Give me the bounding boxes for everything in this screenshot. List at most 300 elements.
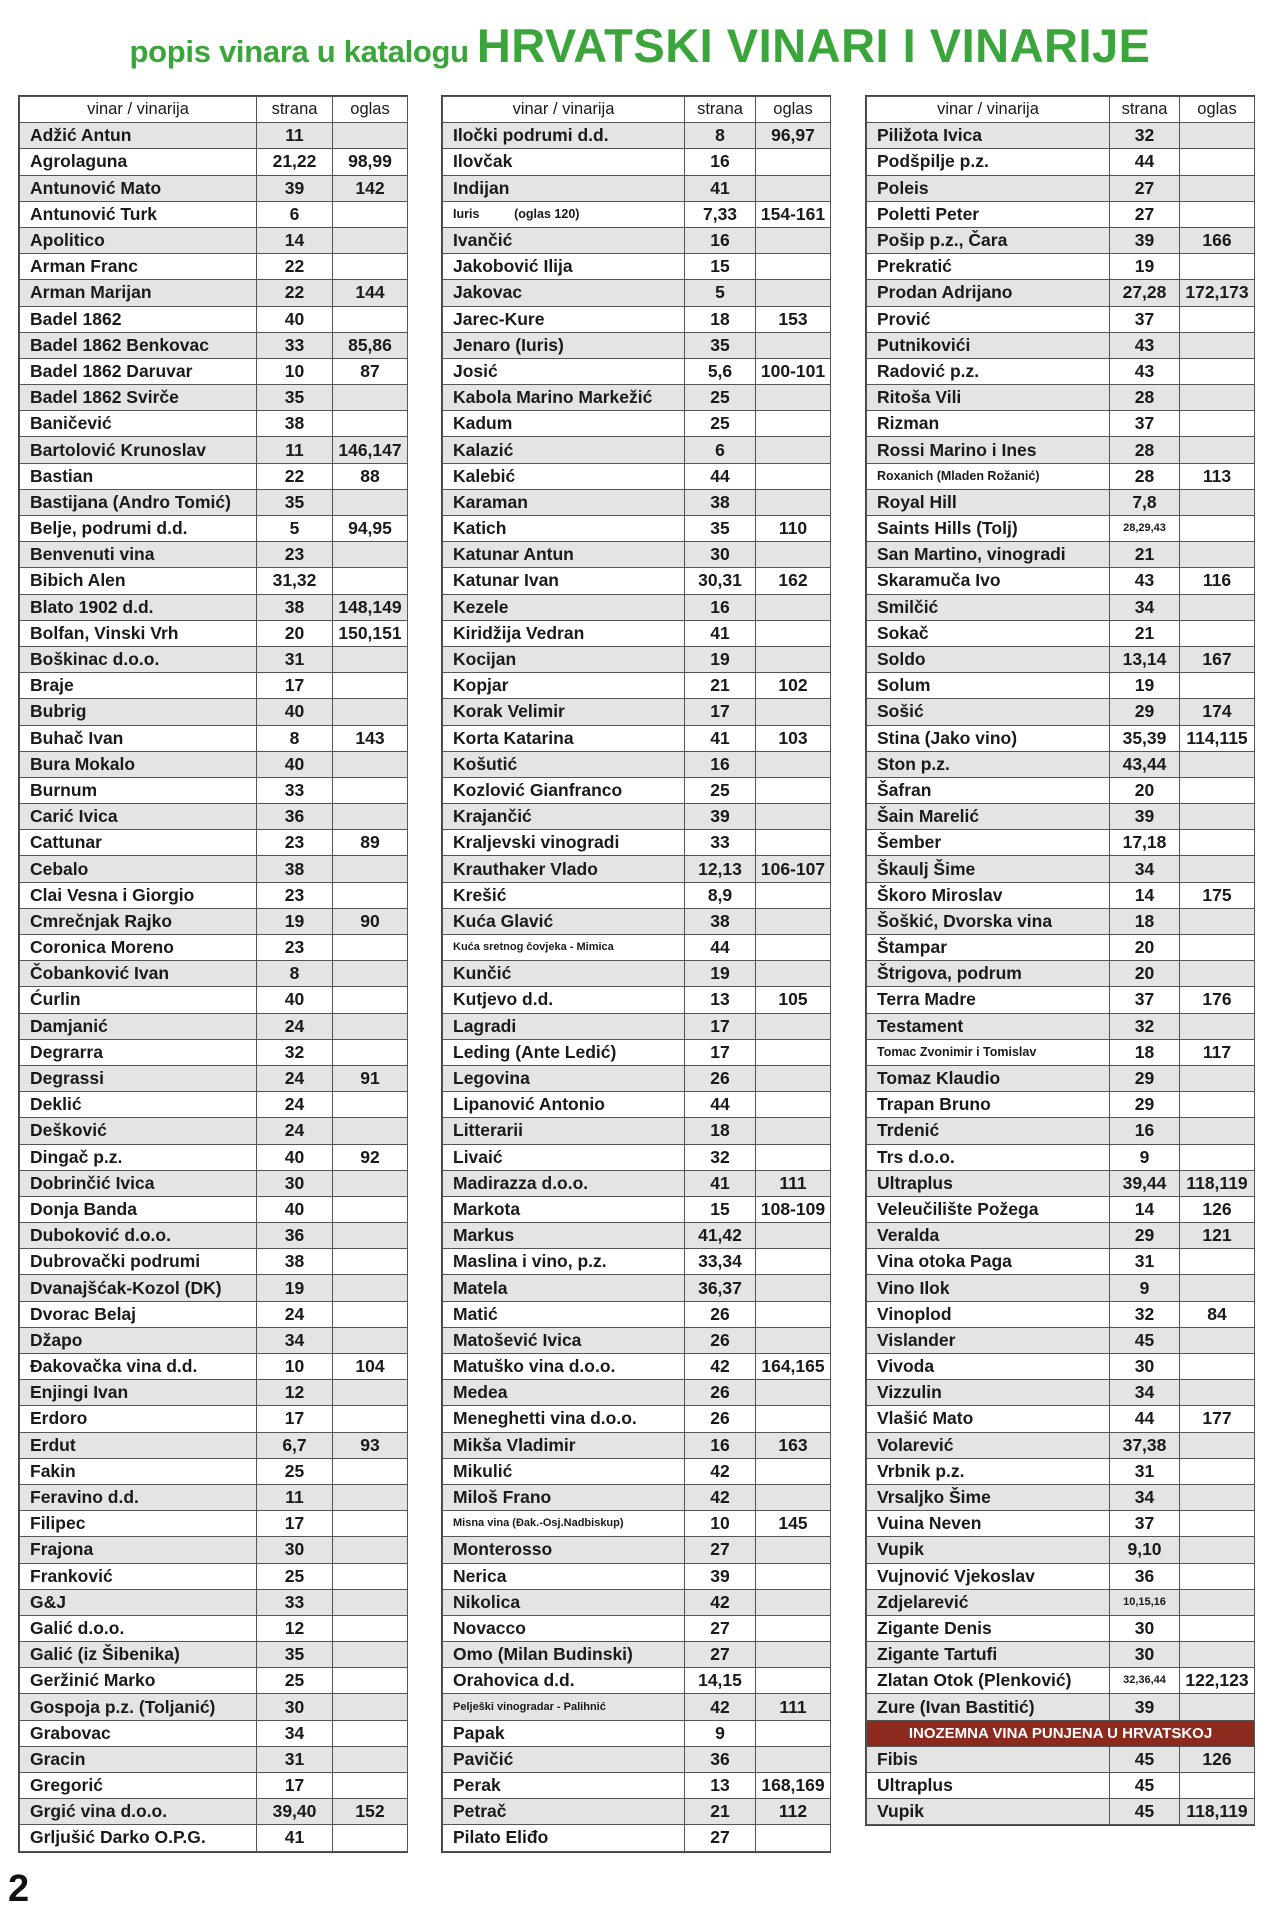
ad-ref: 118,119 <box>1180 1170 1255 1196</box>
winery-name: Cmrečnjak Rajko <box>20 908 257 934</box>
ad-ref <box>1180 1615 1255 1641</box>
table-row <box>20 1563 408 1589</box>
title-subtitle: popis vinara u katalogu <box>129 34 469 69</box>
page-ref: 31 <box>1110 1249 1180 1275</box>
ad-ref <box>333 1039 408 1065</box>
ad-ref: 162 <box>756 568 831 594</box>
ad-ref: 90 <box>333 908 408 934</box>
table-row <box>443 1484 831 1510</box>
winery-name: Antunović Mato <box>20 175 257 201</box>
winery-name: Coronica Moreno <box>20 935 257 961</box>
table-row <box>867 280 1255 306</box>
ad-ref <box>333 1092 408 1118</box>
page-ref: 29 <box>1110 1092 1180 1118</box>
ad-ref <box>1180 1589 1255 1615</box>
page-ref: 16 <box>685 149 756 175</box>
ad-ref <box>1180 1511 1255 1537</box>
page-ref: 13 <box>685 987 756 1013</box>
page-ref: 39,40 <box>257 1799 333 1825</box>
winery-name: Feravino d.d. <box>20 1484 257 1510</box>
table-row <box>20 1406 408 1432</box>
page-ref: 19 <box>1110 254 1180 280</box>
ad-ref <box>756 1537 831 1563</box>
winery-name: Saints Hills (Tolj) <box>867 516 1110 542</box>
ad-ref <box>333 935 408 961</box>
ad-ref: 87 <box>333 358 408 384</box>
ad-ref <box>1180 830 1255 856</box>
ad-ref <box>1180 332 1255 358</box>
table-row <box>867 1301 1255 1327</box>
page-ref: 36 <box>1110 1563 1180 1589</box>
table-row <box>20 123 408 149</box>
page-ref: 40 <box>257 306 333 332</box>
ad-ref <box>333 1773 408 1799</box>
table-row <box>443 542 831 568</box>
page-ref: 28 <box>1110 463 1180 489</box>
page-ref: 17 <box>685 1039 756 1065</box>
ad-ref: 113 <box>1180 463 1255 489</box>
table-row <box>443 175 831 201</box>
page-ref: 43,44 <box>1110 751 1180 777</box>
ad-ref <box>756 1249 831 1275</box>
ad-ref <box>333 123 408 149</box>
ad-ref <box>333 201 408 227</box>
winery-name: Galić d.o.o. <box>20 1615 257 1641</box>
page-ref: 30 <box>257 1170 333 1196</box>
header-page: strana <box>1110 97 1180 123</box>
ad-ref <box>756 751 831 777</box>
ad-ref <box>756 882 831 908</box>
page-ref: 26 <box>685 1380 756 1406</box>
table-row <box>443 1039 831 1065</box>
table-row <box>20 646 408 672</box>
ad-ref <box>756 830 831 856</box>
winery-name: Vuina Neven <box>867 1511 1110 1537</box>
page-ref: 32 <box>685 1144 756 1170</box>
ad-ref <box>333 385 408 411</box>
table-row <box>443 1720 831 1746</box>
page-ref: 38 <box>257 411 333 437</box>
page-ref: 18 <box>685 1118 756 1144</box>
winery-name: Tomac Zvonimir i Tomislav <box>867 1039 1110 1065</box>
ad-ref: 102 <box>756 673 831 699</box>
table-row <box>867 542 1255 568</box>
page-ref: 34 <box>1110 856 1180 882</box>
table-row <box>443 1589 831 1615</box>
table-row <box>443 646 831 672</box>
table-row <box>867 620 1255 646</box>
ad-ref <box>756 1301 831 1327</box>
table-row <box>20 437 408 463</box>
ad-ref <box>333 882 408 908</box>
page-ref: 45 <box>1110 1327 1180 1353</box>
ad-ref <box>333 1484 408 1510</box>
ad-ref <box>333 1249 408 1275</box>
ad-ref: 172,173 <box>1180 280 1255 306</box>
page-ref: 21 <box>1110 620 1180 646</box>
page-ref: 35 <box>257 489 333 515</box>
ad-ref <box>756 1275 831 1301</box>
ad-ref <box>333 1746 408 1772</box>
winery-name: Erdoro <box>20 1406 257 1432</box>
ad-ref <box>756 175 831 201</box>
winery-name: Prekratić <box>867 254 1110 280</box>
winery-name: Volarević <box>867 1432 1110 1458</box>
winery-name: Šember <box>867 830 1110 856</box>
page-ref: 40 <box>257 751 333 777</box>
table-row <box>20 1746 408 1772</box>
winery-name: Braje <box>20 673 257 699</box>
table-row <box>20 882 408 908</box>
page-ref: 24 <box>257 1013 333 1039</box>
ad-ref <box>333 542 408 568</box>
page-ref: 41 <box>257 1825 333 1851</box>
winery-name: Litterarii <box>443 1118 685 1144</box>
winery-name: Damjanić <box>20 1013 257 1039</box>
ad-ref <box>1180 1065 1255 1091</box>
table-row <box>867 646 1255 672</box>
table-row <box>20 1144 408 1170</box>
ad-ref <box>1180 542 1255 568</box>
header-name: vinar / vinarija <box>867 97 1110 123</box>
ad-ref <box>756 1642 831 1668</box>
page-ref: 35 <box>685 332 756 358</box>
page-ref: 6,7 <box>257 1432 333 1458</box>
table-row <box>20 1380 408 1406</box>
page-ref: 45 <box>1110 1746 1180 1772</box>
ad-ref: 153 <box>756 306 831 332</box>
ad-ref <box>756 1327 831 1353</box>
ad-ref <box>333 1118 408 1144</box>
table-row <box>20 463 408 489</box>
table-row <box>867 1615 1255 1641</box>
ad-ref <box>333 1563 408 1589</box>
page-ref: 14 <box>1110 1196 1180 1222</box>
winery-name: Matuško vina d.o.o. <box>443 1354 685 1380</box>
table-row <box>443 1511 831 1537</box>
ad-ref <box>333 411 408 437</box>
page-ref: 18 <box>1110 1039 1180 1065</box>
table-row <box>20 804 408 830</box>
winery-name: Tomaz Klaudio <box>867 1065 1110 1091</box>
ad-ref: 126 <box>1180 1746 1255 1772</box>
table-row <box>20 149 408 175</box>
winery-name: Trdenić <box>867 1118 1110 1144</box>
winery-name: Arman Marijan <box>20 280 257 306</box>
winery-name: Filipec <box>20 1511 257 1537</box>
page-ref: 5 <box>685 280 756 306</box>
page-ref: 35,39 <box>1110 725 1180 751</box>
ad-ref <box>756 489 831 515</box>
page-ref: 29 <box>1110 1223 1180 1249</box>
table-row <box>867 1458 1255 1484</box>
winery-name: Đakovačka vina d.d. <box>20 1354 257 1380</box>
table-row <box>20 306 408 332</box>
table-row <box>867 804 1255 830</box>
page-ref: 41 <box>685 1170 756 1196</box>
winery-name: Poleis <box>867 175 1110 201</box>
table-row <box>867 123 1255 149</box>
winery-name: Podšpilje p.z. <box>867 149 1110 175</box>
ad-ref <box>1180 1484 1255 1510</box>
winery-name: Frajona <box>20 1537 257 1563</box>
winery-name: Kalebić <box>443 463 685 489</box>
ad-ref <box>1180 751 1255 777</box>
table-row <box>867 1511 1255 1537</box>
page-ref: 9,10 <box>1110 1537 1180 1563</box>
page-ref: 27 <box>685 1642 756 1668</box>
ad-ref <box>333 1380 408 1406</box>
ad-ref <box>333 1327 408 1353</box>
ad-ref <box>756 646 831 672</box>
page-ref: 37 <box>1110 987 1180 1013</box>
page-ref: 25 <box>685 411 756 437</box>
page-ref: 16 <box>685 227 756 253</box>
page-ref: 25 <box>685 385 756 411</box>
winery-name: Monterosso <box>443 1537 685 1563</box>
table-row <box>443 961 831 987</box>
page-ref: 37 <box>1110 411 1180 437</box>
winery-table-3 <box>865 95 1255 1826</box>
winery-name: Enjingi Ivan <box>20 1380 257 1406</box>
table-row <box>443 1144 831 1170</box>
winery-name: San Martino, vinogradi <box>867 542 1110 568</box>
ad-ref: 148,149 <box>333 594 408 620</box>
page-ref: 42 <box>685 1354 756 1380</box>
ad-ref <box>333 1223 408 1249</box>
page-ref: 33 <box>257 332 333 358</box>
table-row <box>20 332 408 358</box>
table-row <box>867 1746 1255 1772</box>
table-row <box>867 1589 1255 1615</box>
table-row <box>867 1039 1255 1065</box>
winery-name: Katunar Antun <box>443 542 685 568</box>
table-row <box>867 175 1255 201</box>
table-row <box>867 254 1255 280</box>
table-row <box>443 1301 831 1327</box>
table-row <box>443 411 831 437</box>
ad-ref <box>756 227 831 253</box>
table-row <box>867 1694 1255 1720</box>
table-row <box>443 254 831 280</box>
table-row <box>443 594 831 620</box>
winery-name: Bura Mokalo <box>20 751 257 777</box>
header-name: vinar / vinarija <box>443 97 685 123</box>
page-ref: 40 <box>257 987 333 1013</box>
ad-ref: 150,151 <box>333 620 408 646</box>
ad-ref <box>333 1694 408 1720</box>
ad-ref: 167 <box>1180 646 1255 672</box>
winery-name: Krajančić <box>443 804 685 830</box>
winery-name: Leding (Ante Ledić) <box>443 1039 685 1065</box>
page-ref: 20 <box>1110 961 1180 987</box>
table-row <box>443 1092 831 1118</box>
page-ref: 26 <box>685 1327 756 1353</box>
winery-name: Ultraplus <box>867 1773 1110 1799</box>
table-row <box>867 1327 1255 1353</box>
winery-name: Badel 1862 Daruvar <box>20 358 257 384</box>
ad-ref: 118,119 <box>1180 1799 1255 1825</box>
winery-name: Madirazza d.o.o. <box>443 1170 685 1196</box>
table-row <box>867 358 1255 384</box>
page-ref: 41 <box>685 725 756 751</box>
table-row <box>867 1092 1255 1118</box>
page-ref: 17 <box>257 1406 333 1432</box>
ad-ref <box>333 306 408 332</box>
page-ref: 19 <box>1110 673 1180 699</box>
ad-ref <box>1180 489 1255 515</box>
winery-name: Donja Banda <box>20 1196 257 1222</box>
page-ref: 29 <box>1110 699 1180 725</box>
winery-name: Josić <box>443 358 685 384</box>
foreign-wines-banner: INOZEMNA VINA PUNJENA U HRVATSKOJ <box>867 1720 1255 1746</box>
ad-ref <box>1180 1773 1255 1799</box>
winery-name: Šoškić, Dvorska vina <box>867 908 1110 934</box>
page-ref: 34 <box>257 1720 333 1746</box>
page-ref: 42 <box>685 1484 756 1510</box>
page-ref: 38 <box>257 594 333 620</box>
table-row <box>443 1563 831 1589</box>
page-ref: 17 <box>257 1511 333 1537</box>
winery-name: Zigante Tartufi <box>867 1642 1110 1668</box>
page-ref: 30 <box>685 542 756 568</box>
winery-name: Trapan Bruno <box>867 1092 1110 1118</box>
ad-ref: 175 <box>1180 882 1255 908</box>
ad-ref <box>1180 777 1255 803</box>
ad-ref: 98,99 <box>333 149 408 175</box>
winery-name: Meneghetti vina d.o.o. <box>443 1406 685 1432</box>
page-ref: 44 <box>1110 1406 1180 1432</box>
winery-name: Deklić <box>20 1092 257 1118</box>
table-row <box>867 777 1255 803</box>
page-ref: 43 <box>1110 332 1180 358</box>
winery-name: Baničević <box>20 411 257 437</box>
header-page: strana <box>257 97 333 123</box>
table-row <box>20 725 408 751</box>
page-ref: 27,28 <box>1110 280 1180 306</box>
table-row <box>20 935 408 961</box>
table-row <box>867 1275 1255 1301</box>
table-row <box>867 1249 1255 1275</box>
ad-ref <box>333 1589 408 1615</box>
page-ref: 36 <box>685 1746 756 1772</box>
winery-name: Omo (Milan Budinski) <box>443 1642 685 1668</box>
winery-name: Krešić <box>443 882 685 908</box>
winery-name: Ston p.z. <box>867 751 1110 777</box>
page-ref: 44 <box>685 935 756 961</box>
table-row <box>443 1825 831 1851</box>
page-ref: 34 <box>1110 1380 1180 1406</box>
ad-ref <box>1180 1354 1255 1380</box>
table-row <box>443 1406 831 1432</box>
page-ref: 36 <box>257 804 333 830</box>
ad-ref <box>333 1275 408 1301</box>
table-row <box>20 175 408 201</box>
table-row <box>443 830 831 856</box>
ad-ref <box>756 1406 831 1432</box>
page-ref: 44 <box>685 463 756 489</box>
ad-ref <box>756 1380 831 1406</box>
table-row <box>443 1327 831 1353</box>
page-ref: 31,32 <box>257 568 333 594</box>
page-ref: 27 <box>1110 175 1180 201</box>
page-ref: 22 <box>257 254 333 280</box>
table-row <box>20 1196 408 1222</box>
winery-name: Roxanich (Mladen Rožanić) <box>867 463 1110 489</box>
winery-name: Vivoda <box>867 1354 1110 1380</box>
table-row <box>20 227 408 253</box>
table-row <box>443 227 831 253</box>
page-ref: 41,42 <box>685 1223 756 1249</box>
winery-name: Bolfan, Vinski Vrh <box>20 620 257 646</box>
winery-name: Fibis <box>867 1746 1110 1772</box>
table-row <box>20 1773 408 1799</box>
winery-name: Badel 1862 Svirče <box>20 385 257 411</box>
page-ref: 7,8 <box>1110 489 1180 515</box>
winery-name: Sokač <box>867 620 1110 646</box>
page-ref: 29 <box>1110 1065 1180 1091</box>
table-row <box>867 1118 1255 1144</box>
winery-name: Zigante Denis <box>867 1615 1110 1641</box>
table-row <box>20 777 408 803</box>
winery-name: Korak Velimir <box>443 699 685 725</box>
ad-ref: 176 <box>1180 987 1255 1013</box>
table-row <box>443 1118 831 1144</box>
table-row <box>20 201 408 227</box>
table-row <box>443 437 831 463</box>
table-row <box>443 568 831 594</box>
ad-ref <box>756 1092 831 1118</box>
page-ref: 23 <box>257 935 333 961</box>
page-ref: 6 <box>257 201 333 227</box>
page-ref: 17,18 <box>1110 830 1180 856</box>
table-row <box>867 1432 1255 1458</box>
page-ref: 28,29,43 <box>1110 516 1180 542</box>
ad-ref <box>333 1406 408 1432</box>
ad-ref <box>1180 1249 1255 1275</box>
table-row <box>867 1484 1255 1510</box>
table-row <box>20 1432 408 1458</box>
ad-ref <box>1180 149 1255 175</box>
page-ref: 18 <box>1110 908 1180 934</box>
winery-name: Vlašić Mato <box>867 1406 1110 1432</box>
table-row <box>20 1642 408 1668</box>
winery-name: Vupik <box>867 1537 1110 1563</box>
winery-name: Arman Franc <box>20 254 257 280</box>
winery-name: Ilovčak <box>443 149 685 175</box>
page-ref: 19 <box>257 1275 333 1301</box>
ad-ref <box>1180 1092 1255 1118</box>
page-ref: 16 <box>685 751 756 777</box>
ad-ref <box>1180 1537 1255 1563</box>
table-row <box>867 1642 1255 1668</box>
ad-ref <box>1180 1458 1255 1484</box>
table-row <box>443 1170 831 1196</box>
ad-ref: 174 <box>1180 699 1255 725</box>
table-row <box>867 1196 1255 1222</box>
ad-ref <box>333 254 408 280</box>
ad-ref <box>756 1039 831 1065</box>
ad-ref <box>756 1668 831 1694</box>
ad-ref: 105 <box>756 987 831 1013</box>
winery-name: Badel 1862 <box>20 306 257 332</box>
page-ref: 10 <box>685 1511 756 1537</box>
ad-ref <box>1180 908 1255 934</box>
ad-ref <box>333 1668 408 1694</box>
table-row <box>867 935 1255 961</box>
page-ref: 40 <box>257 1196 333 1222</box>
page-ref: 43 <box>1110 358 1180 384</box>
